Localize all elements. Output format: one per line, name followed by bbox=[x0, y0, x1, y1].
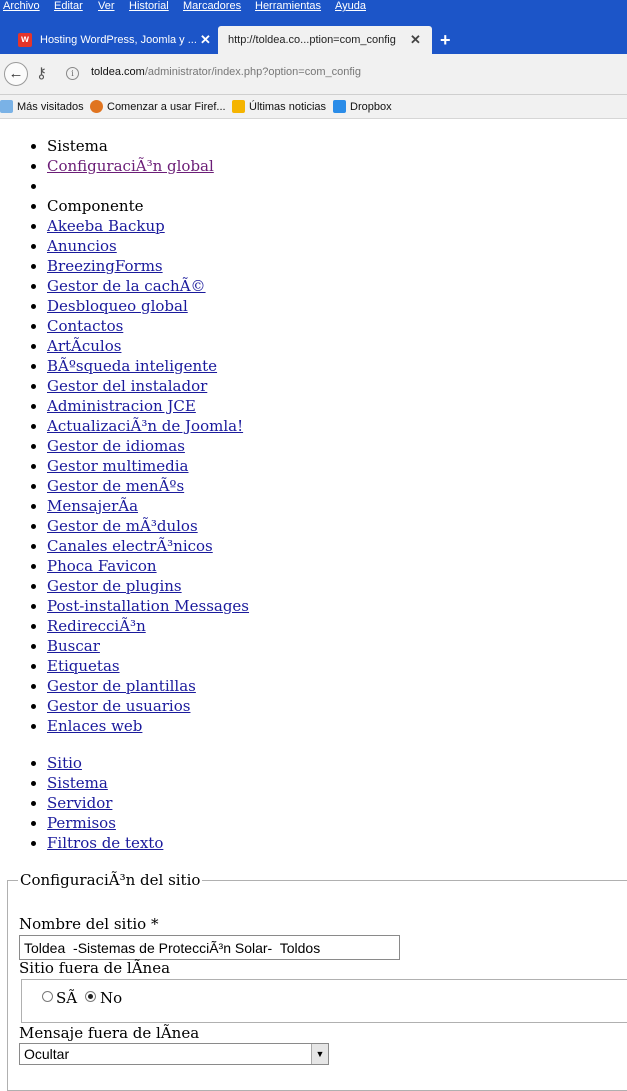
bookmark-label: Más visitados bbox=[17, 101, 84, 113]
tab-title: http://toldea.co...ption=com_config bbox=[228, 34, 396, 46]
menu-item[interactable] bbox=[47, 656, 249, 676]
menu-herramientas[interactable]: Herramientas bbox=[255, 0, 322, 12]
bookmarks-bar bbox=[0, 95, 627, 119]
menu-link[interactable]: Contactos bbox=[47, 317, 124, 335]
menu-link[interactable]: BÃºsqueda inteligente bbox=[47, 357, 218, 375]
menu-link[interactable]: Gestor de mÃ³dulos bbox=[47, 517, 198, 535]
close-tab-icon[interactable]: ✕ bbox=[410, 32, 421, 47]
menu-link[interactable]: Canales electrÃ³nicos bbox=[47, 537, 213, 555]
firefox-icon bbox=[90, 100, 103, 113]
menu-heading: Sistema bbox=[47, 137, 108, 155]
bookmark-label: Últimas noticias bbox=[249, 101, 327, 113]
key-icon[interactable]: ⚷ bbox=[36, 65, 47, 82]
offline-radio-group bbox=[21, 979, 627, 1023]
menu-item[interactable] bbox=[47, 676, 249, 696]
nav-bar bbox=[0, 54, 627, 95]
bookmark-label: Comenzar a usar Firef... bbox=[107, 101, 226, 113]
menu-link[interactable]: ArtÃculos bbox=[47, 337, 122, 355]
site-config-legend: ConfiguraciÃ³n del sitio bbox=[20, 871, 201, 889]
menu-link[interactable]: Etiquetas bbox=[47, 657, 120, 675]
menu-item bbox=[47, 196, 249, 216]
section-link[interactable]: Sitio bbox=[47, 754, 82, 772]
menu-link[interactable]: Phoca Favicon bbox=[47, 557, 157, 575]
rss-icon bbox=[232, 100, 245, 113]
offline-label: Sitio fuera de lÃnea bbox=[19, 959, 171, 977]
section-item[interactable] bbox=[47, 753, 163, 773]
section-link[interactable]: Servidor bbox=[47, 794, 113, 812]
menu-item[interactable] bbox=[47, 456, 249, 476]
menu-item bbox=[47, 136, 249, 156]
offline-yes-radio[interactable] bbox=[42, 991, 53, 1002]
menu-link[interactable]: Gestor del instalador bbox=[47, 377, 208, 395]
menu-historial[interactable]: Historial bbox=[129, 0, 169, 12]
menu-link[interactable]: Enlaces web bbox=[47, 717, 143, 735]
info-icon[interactable]: i bbox=[66, 67, 79, 80]
menu-item[interactable] bbox=[47, 436, 249, 456]
menu-item[interactable] bbox=[47, 236, 249, 256]
menu-link[interactable]: Gestor de plantillas bbox=[47, 677, 196, 695]
section-item[interactable] bbox=[47, 833, 163, 853]
offline-yes-label[interactable]: SÃ bbox=[56, 989, 78, 1007]
menu-item[interactable] bbox=[47, 696, 249, 716]
menu-item[interactable] bbox=[47, 316, 249, 336]
menu-item[interactable] bbox=[47, 496, 249, 516]
menu-item[interactable] bbox=[47, 576, 249, 596]
config-sections-menu bbox=[47, 753, 163, 853]
url-bar[interactable] bbox=[91, 66, 361, 78]
menu-item[interactable] bbox=[47, 416, 249, 436]
menu-item[interactable] bbox=[47, 376, 249, 396]
offline-message-value: Ocultar bbox=[24, 1046, 70, 1062]
menu-link[interactable]: ActualizaciÃ³n de Joomla! bbox=[47, 417, 244, 435]
offline-message-select[interactable] bbox=[19, 1043, 329, 1065]
offline-no-radio[interactable] bbox=[85, 991, 96, 1002]
back-button[interactable]: ← bbox=[4, 62, 28, 86]
section-item[interactable] bbox=[47, 813, 163, 833]
tab-hosting[interactable] bbox=[14, 26, 218, 54]
tab-title: Hosting WordPress, Joomla y ... bbox=[40, 34, 197, 46]
menu-link[interactable]: Post-installation Messages bbox=[47, 597, 250, 615]
menu-link[interactable]: Gestor multimedia bbox=[47, 457, 189, 475]
menu-link[interactable]: Gestor de usuarios bbox=[47, 697, 191, 715]
section-item[interactable] bbox=[47, 773, 163, 793]
section-link[interactable]: Permisos bbox=[47, 814, 116, 832]
tab-strip bbox=[0, 14, 627, 54]
menu-link[interactable]: Gestor de plugins bbox=[47, 577, 182, 595]
menu-link[interactable]: RedirecciÃ³n bbox=[47, 617, 146, 635]
menu-item[interactable] bbox=[47, 636, 249, 656]
menu-bar bbox=[0, 0, 627, 14]
bookmark-label: Dropbox bbox=[350, 101, 392, 113]
menu-link[interactable]: Gestor de la cachÃ© bbox=[47, 277, 206, 295]
menu-item[interactable] bbox=[47, 556, 249, 576]
menu-ayuda[interactable]: Ayuda bbox=[335, 0, 366, 12]
menu-item[interactable] bbox=[47, 156, 249, 176]
menu-item[interactable] bbox=[47, 396, 249, 416]
url-path: /administrator/index.php?option=com_config bbox=[144, 66, 361, 78]
menu-item[interactable] bbox=[47, 516, 249, 536]
site-name-input[interactable] bbox=[19, 935, 400, 960]
menu-link[interactable]: Gestor de idiomas bbox=[47, 437, 185, 455]
page-content bbox=[0, 118, 627, 1062]
menu-link[interactable]: Gestor de menÃºs bbox=[47, 477, 185, 495]
site-config-fieldset bbox=[7, 871, 627, 1091]
tab-config[interactable] bbox=[218, 26, 432, 54]
section-link[interactable]: Filtros de texto bbox=[47, 834, 164, 852]
menu-link[interactable]: Akeeba Backup bbox=[47, 217, 165, 235]
section-link[interactable]: Sistema bbox=[47, 774, 108, 792]
menu-link[interactable]: ConfiguraciÃ³n global bbox=[47, 157, 214, 175]
bookmark-dropbox[interactable] bbox=[333, 100, 392, 113]
close-tab-icon[interactable]: ✕ bbox=[200, 32, 211, 47]
menu-editar[interactable]: Editar bbox=[54, 0, 83, 12]
url-host: toldea.com bbox=[91, 66, 145, 78]
menu-marcadores[interactable]: Marcadores bbox=[183, 0, 242, 12]
webempresa-icon: w bbox=[18, 33, 32, 47]
menu-item[interactable] bbox=[47, 336, 249, 356]
menu-item[interactable] bbox=[47, 596, 249, 616]
offline-no-label[interactable]: No bbox=[100, 989, 123, 1007]
menu-item[interactable] bbox=[47, 356, 249, 376]
menu-link[interactable]: Anuncios bbox=[47, 237, 117, 255]
site-name-label: Nombre del sitio * bbox=[19, 915, 159, 933]
new-tab-button[interactable]: + bbox=[440, 30, 451, 50]
folder-icon bbox=[0, 100, 13, 113]
chevron-down-icon[interactable]: ▼ bbox=[311, 1044, 328, 1064]
menu-item[interactable] bbox=[47, 296, 249, 316]
menu-link[interactable]: Desbloqueo global bbox=[47, 297, 188, 315]
menu-heading: Componente bbox=[47, 197, 144, 215]
menu-item[interactable] bbox=[47, 256, 249, 276]
dropbox-icon bbox=[333, 100, 346, 113]
offline-message-label: Mensaje fuera de lÃnea bbox=[19, 1024, 200, 1042]
bookmark-firefox[interactable] bbox=[90, 100, 226, 113]
menu-item[interactable] bbox=[47, 216, 249, 236]
menu-link[interactable]: MensajerÃa bbox=[47, 497, 139, 515]
menu-link[interactable]: BreezingForms bbox=[47, 257, 163, 275]
menu-item bbox=[47, 176, 249, 196]
bookmark-mas-visitados[interactable] bbox=[0, 100, 84, 113]
menu-link[interactable]: Administracion JCE bbox=[47, 397, 196, 415]
menu-item[interactable] bbox=[47, 276, 249, 296]
menu-ver[interactable]: Ver bbox=[98, 0, 115, 12]
menu-item[interactable] bbox=[47, 716, 249, 736]
menu-item[interactable] bbox=[47, 476, 249, 496]
menu-archivo[interactable]: Archivo bbox=[3, 0, 40, 12]
section-item[interactable] bbox=[47, 793, 163, 813]
component-menu bbox=[47, 136, 249, 736]
menu-link[interactable]: Buscar bbox=[47, 637, 100, 655]
bookmark-noticias[interactable] bbox=[232, 100, 326, 113]
menu-item[interactable] bbox=[47, 616, 249, 636]
menu-item[interactable] bbox=[47, 536, 249, 556]
